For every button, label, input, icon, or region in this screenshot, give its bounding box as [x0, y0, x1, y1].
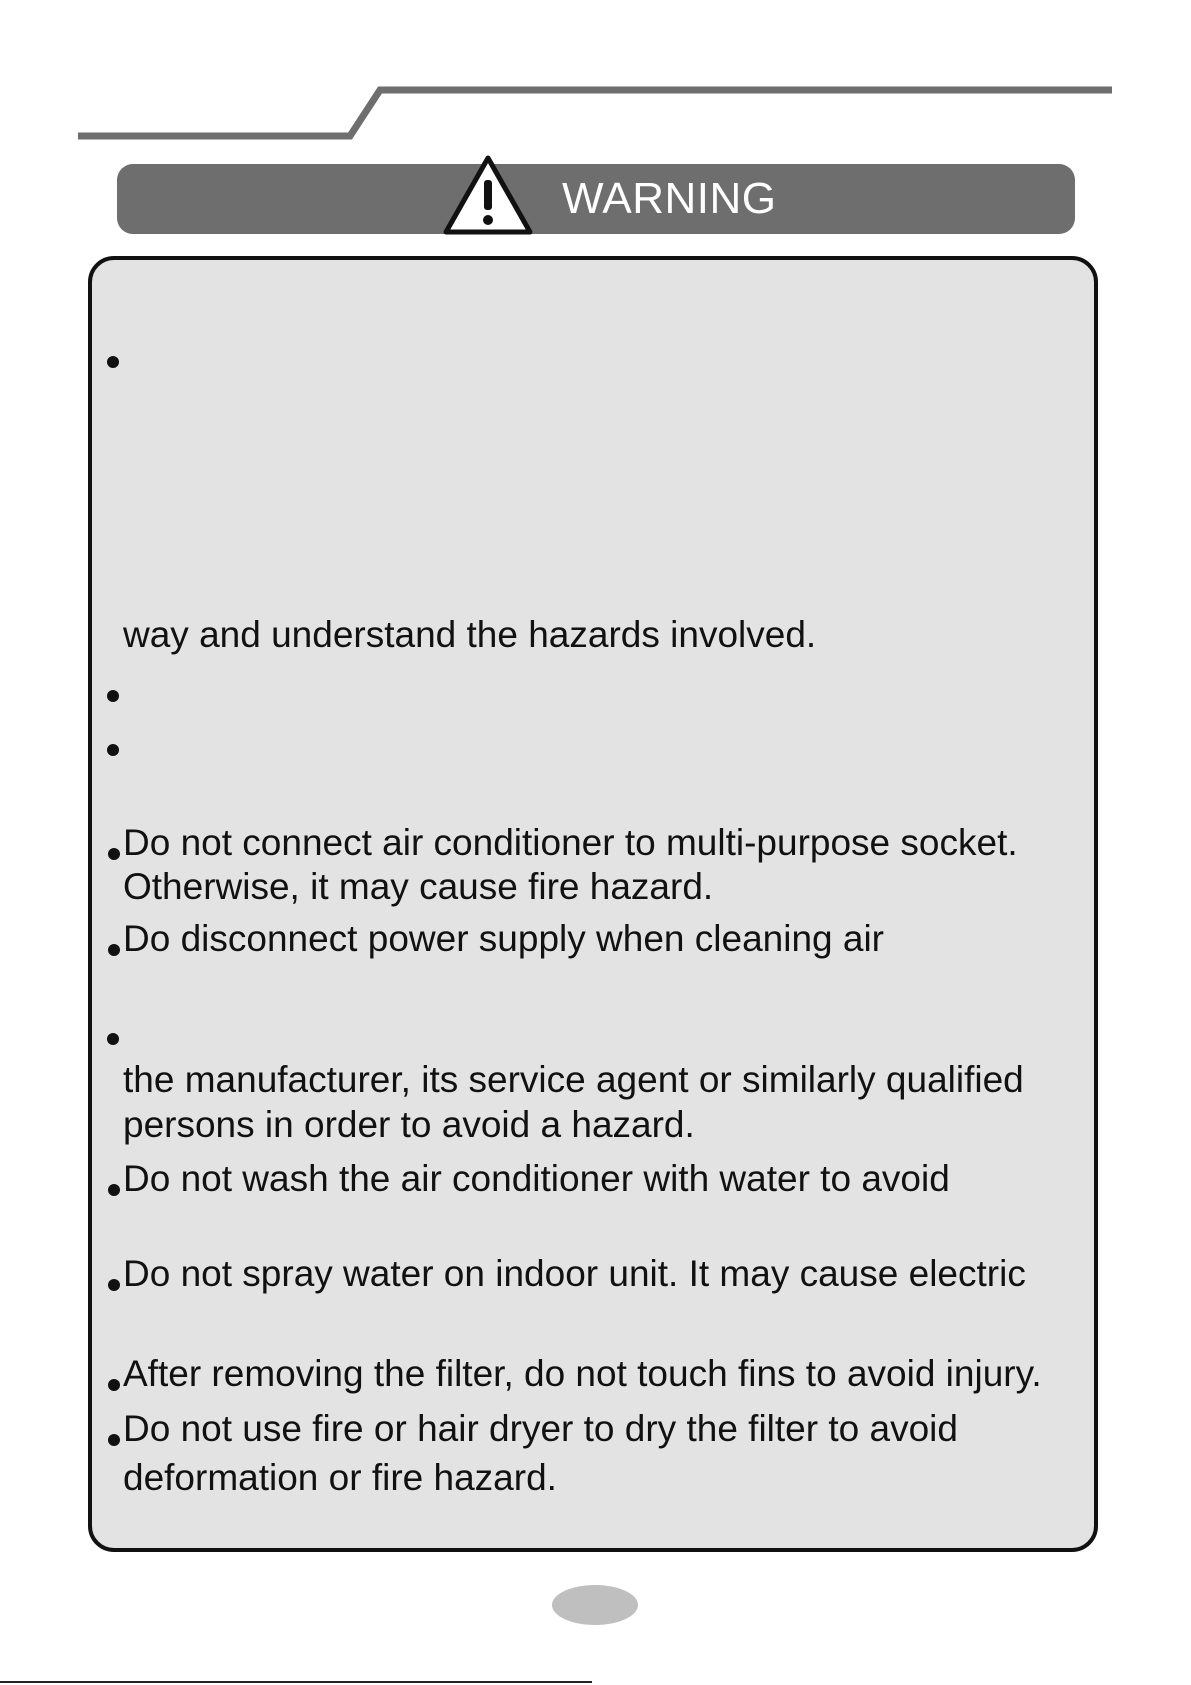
text-line: Do not spray water on indoor unit. It may cause electric: [123, 1253, 1026, 1294]
bullet: [107, 1033, 119, 1045]
bullet: [108, 1379, 120, 1391]
text-line: Do not connect air conditioner to multi-purpose socket.: [123, 822, 1018, 863]
text-line: persons in order to avoid a hazard.: [123, 1104, 695, 1145]
text-line: the manufacturer, its service agent or similarly qualified: [123, 1059, 1024, 1100]
bullet: [108, 944, 120, 956]
page-number-oval: [552, 1585, 638, 1625]
text-line: Do not wash the air conditioner with water to avoid: [123, 1158, 950, 1199]
text-line: After removing the filter, do not touch fins to avoid injury.: [123, 1353, 1042, 1394]
warning-triangle-icon: [442, 154, 534, 236]
footer-rule: [0, 1681, 592, 1683]
bullet: [107, 356, 119, 368]
warning-label: WARNING: [562, 174, 777, 223]
bullet: [107, 744, 119, 756]
bullet: [107, 690, 119, 702]
bullet: [108, 1434, 120, 1446]
header-rule: [0, 0, 1191, 160]
text-line: Do not use fire or hair dryer to dry the filter to avoid: [123, 1408, 958, 1449]
warning-banner: [117, 164, 1075, 234]
bullet: [108, 848, 120, 860]
text-line: Otherwise, it may cause fire hazard.: [123, 866, 714, 907]
text-line: Do disconnect power supply when cleaning air: [123, 918, 884, 959]
text-line: deformation or fire hazard.: [123, 1457, 557, 1498]
bullet: [108, 1279, 120, 1291]
text-line: way and understand the hazards involved.: [123, 614, 817, 655]
bullet: [108, 1184, 120, 1196]
